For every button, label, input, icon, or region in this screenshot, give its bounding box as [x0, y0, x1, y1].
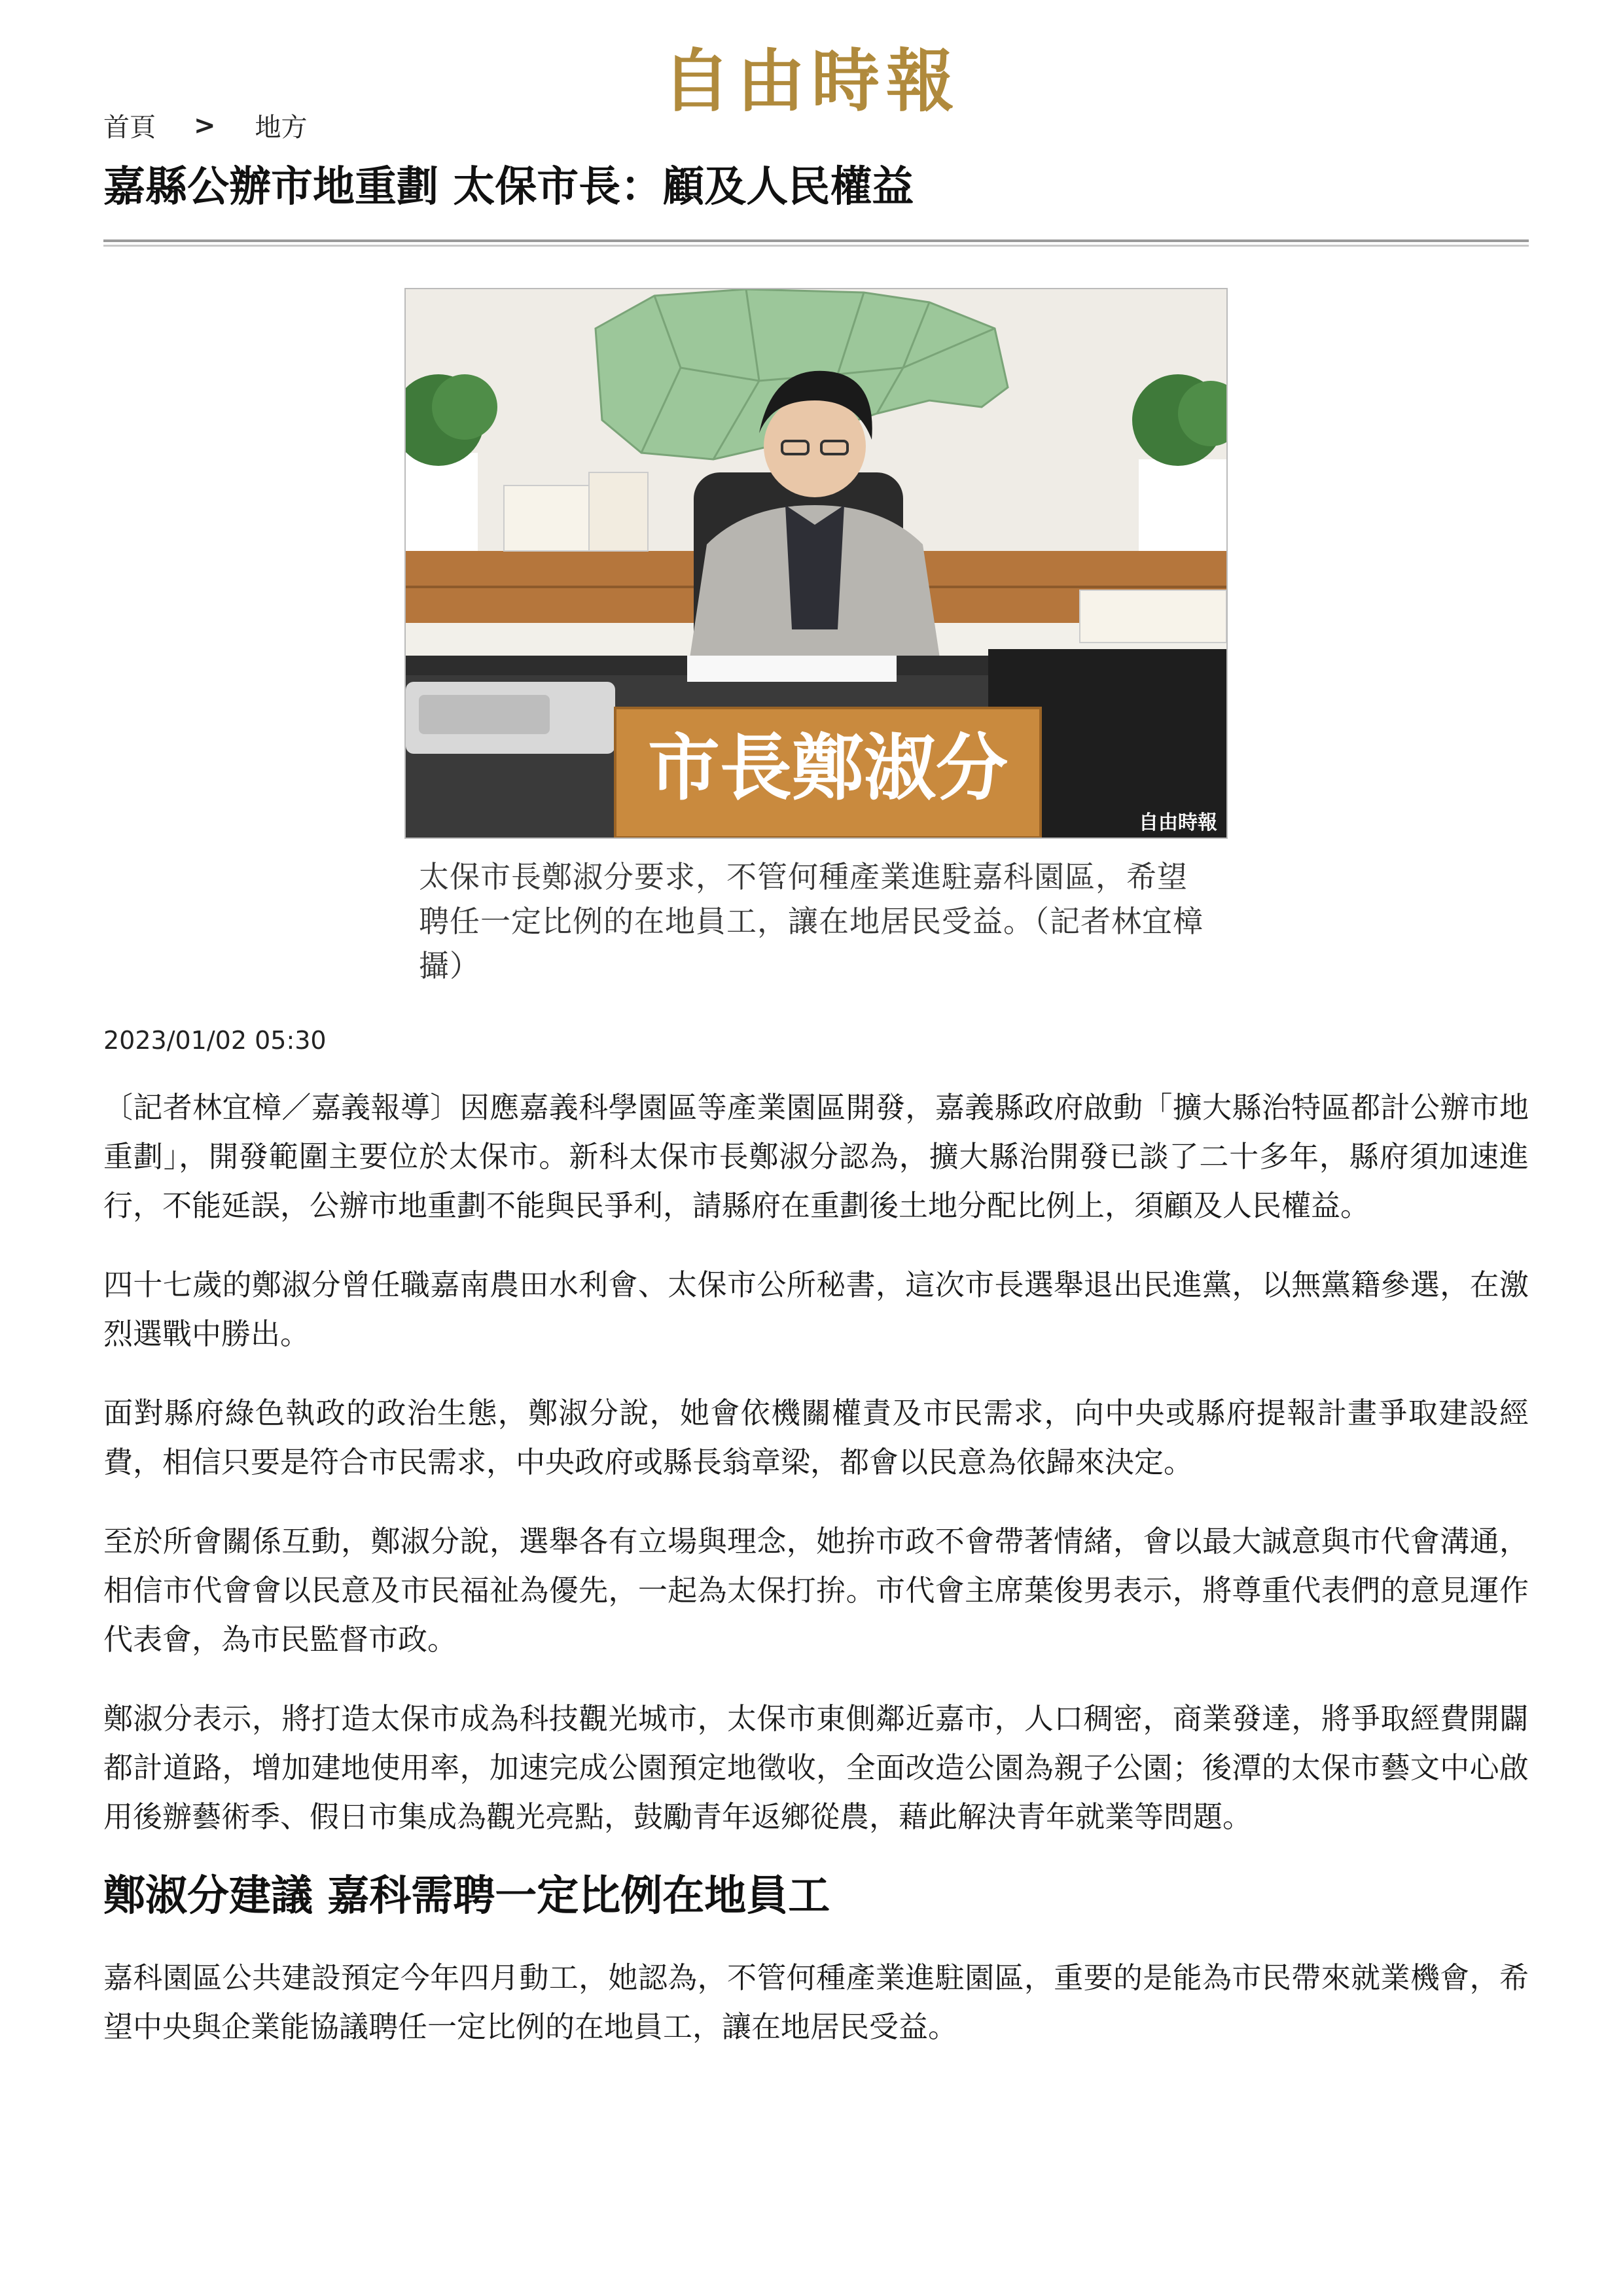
publish-timestamp: 2023/01/02 05:30: [103, 1026, 327, 1055]
site-logo[interactable]: 自由時報: [662, 41, 961, 121]
headline-divider: [103, 239, 1529, 247]
article-subheading: 鄭淑分建議 嘉科需聘一定比例在地員工: [103, 1872, 830, 1920]
article-body: [103, 1083, 1529, 2081]
article-headline: 嘉縣公辦市地重劃 太保市長：顧及人民權益: [103, 163, 914, 211]
article-paragraph: 四十七歲的鄭淑分曾任職嘉南農田水利會、太保市公所秘書，這次市長選舉退出民進黨，以無黨籍參選，在激烈選戰中勝出。: [103, 1267, 1529, 1351]
breadcrumb-section-link[interactable]: 地方: [255, 113, 308, 143]
name-plate-text: 市長鄭淑分: [648, 726, 1008, 810]
breadcrumb-separator-icon: >: [194, 110, 216, 141]
photo-watermark: 自由時報: [1139, 811, 1217, 834]
article-paragraph: 面對縣府綠色執政的政治生態，鄭淑分說，她會依機關權責及市民需求，向中央或縣府提報計畫爭取建設經費，相信只要是符合市民需求，中央政府或縣長翁章梁，都會以民意為依歸來決定。: [103, 1396, 1529, 1479]
article-paragraph: 鄭淑分表示，將打造太保市成為科技觀光城市，太保市東側鄰近嘉市，人口稠密，商業發達，將爭取經費開闢都計道路，增加建地使用率，加速完成公園預定地徵收，全面改造公園為親子公園；後潭的太保市藝文中心啟用後辦藝術季、假日市集成為觀光亮點，鼓勵青年返鄉從農，藉此解決青年就業等問題。: [103, 1701, 1529, 1834]
photo-caption: 太保市長鄭淑分要求，不管何種產業進駐嘉科園區，希望聘任一定比例的在地員工，讓在地居民受益。（記者林宜樟攝）: [419, 859, 1204, 983]
breadcrumb: [103, 107, 308, 144]
article-photo[interactable]: [404, 288, 1228, 839]
breadcrumb-home-link[interactable]: 首頁: [103, 113, 156, 143]
article-paragraph: 嘉科園區公共建設預定今年四月動工，她認為，不管何種產業進駐園區，重要的是能為市民帶來就業機會，希望中央與企業能協議聘任一定比例的在地員工，讓在地居民受益。: [103, 1960, 1529, 2044]
photo-illustration: [406, 289, 1226, 838]
article-paragraph: 至於所會關係互動，鄭淑分說，選舉各有立場與理念，她拚市政不會帶著情緒，會以最大誠意與市代會溝通，相信市代會會以民意及市民福祉為優先，一起為太保打拚。市代會主席葉俊男表示，將尊重代表們的意見運作代表會，為市民監督市政。: [103, 1524, 1529, 1657]
article-paragraph: 〔記者林宜樟／嘉義報導〕因應嘉義科學園區等產業園區開發，嘉義縣政府啟動「擴大縣治特區都計公辦市地重劃」，開發範圍主要位於太保市。新科太保市長鄭淑分認為，擴大縣治開發已談了二十多年，縣府須加速進行，不能延誤，公辦市地重劃不能與民爭利，請縣府在重劃後土地分配比例上，須顧及人民權益。: [103, 1090, 1529, 1223]
